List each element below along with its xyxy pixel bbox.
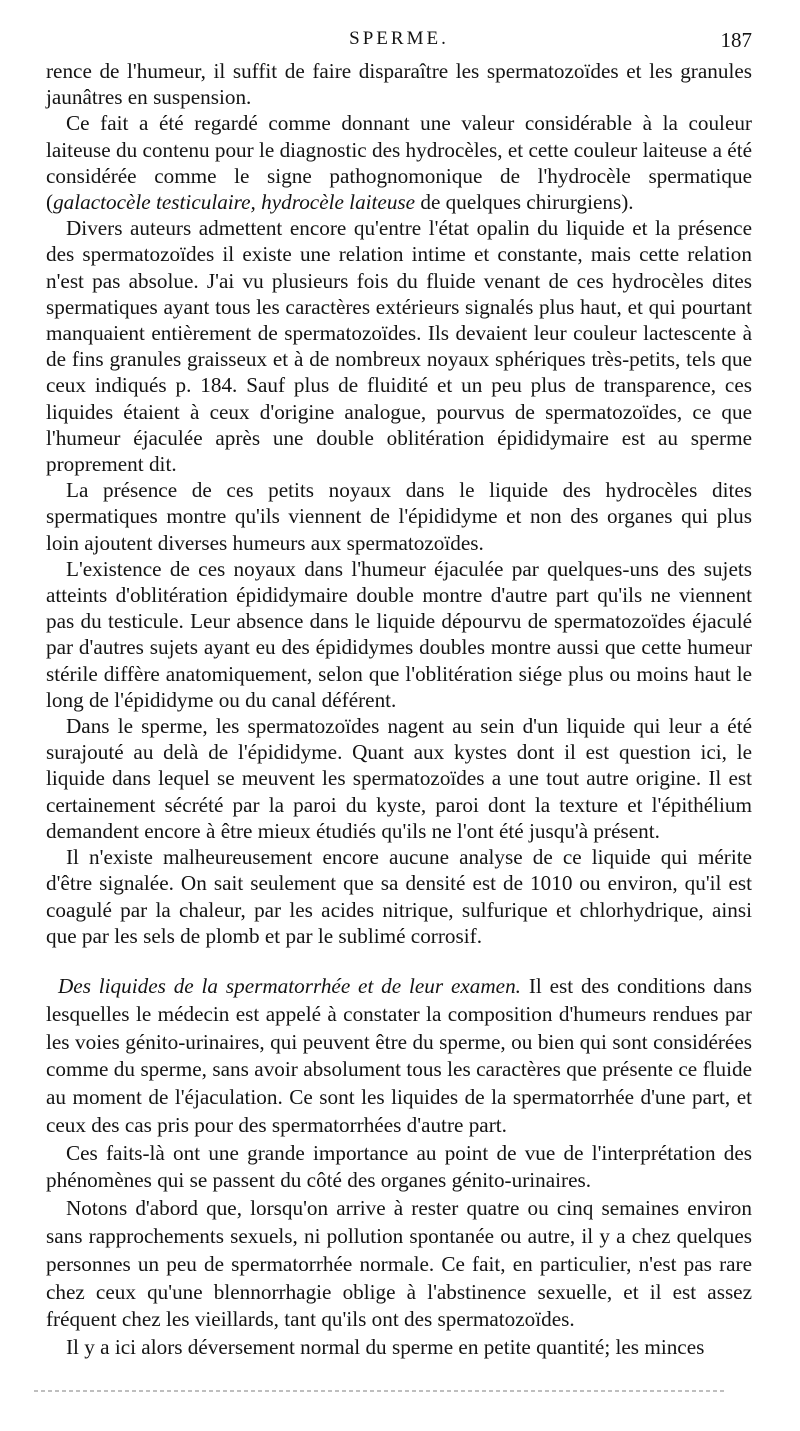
paragraph — [46, 477, 752, 556]
paragraph — [46, 713, 752, 844]
paragraph — [46, 58, 752, 110]
paragraph-text: Ces faits-là ont une grande importance au point de vue de l'interprétation des phénomènes qui se passent du côté des organes génito-urinaires. — [46, 1140, 752, 1193]
section-paragraph — [46, 973, 752, 1140]
section-paragraph — [46, 1334, 752, 1362]
paragraph — [46, 110, 752, 215]
paragraph-text: Il est des conditions dans lesquelles le médecin est appelé à constater la composition d'humeurs rendues par les voies génito-urinaires, qui peuvent être du sperme, ou bien qui sont considérées comme du sperme, sans avoir absolument tous les caractères que présente ce fluide au moment de l'éjaculation. Ce sont les liquides de la spermatorrhée d'une part, et ceux des cas pris pour des spermatorrhées d'autre part. — [46, 973, 752, 1137]
italic-term: galactocèle testiculaire, hydrocèle laiteuse — [53, 190, 416, 215]
bottom-scan-rule — [34, 1390, 724, 1392]
paragraph-text: Dans le sperme, les spermatozoïdes nagent au sein d'un liquide qui leur a été surajouté au delà de l'épididyme. Quant aux kystes dont il est question ici, le liquide dans lequel se meuvent les spermatozoïdes a une tout autre origine. Il est certainement sécrété par la paroi du kyste, paroi dont la texture et l'épithélium demandent encore à être mieux étudiés qu'ils ne l'ont été jusqu'à présent. — [46, 714, 752, 843]
section-paragraph — [46, 1195, 752, 1334]
paragraph-text: Il y a ici alors déversement normal du sperme en petite quantité; les minces — [66, 1335, 705, 1360]
page — [46, 26, 752, 1362]
paragraph — [46, 844, 752, 949]
section-heading: Des liquides de la spermatorrhée et de leur examen. — [58, 973, 521, 998]
paragraph-text: Divers auteurs admettent encore qu'entre l'état opalin du liquide et la présence des spermatozoïdes il existe une relation intime et constante, mais cette relation n'est pas absolue. J'ai vu plusieurs fois du fluide venant de ces hydrocèles dites spermatiques ayant tous les caractères extérieurs signalés plus haut, et qui pourtant manquaient entièrement de spermatozoïdes. Ils devaient leur couleur lactescente à de fins granules graisseux et à de nombreux noyaux sphériques très-petits, tels que ceux indiqués p. 184. Sauf plus de fluidité et un peu plus de transparence, ces liquides étaient à ceux d'origine analogue, pourvus de spermatozoïdes, ce que l'humeur éjaculée après une double oblitération épididymaire est au sperme proprement dit. — [46, 216, 752, 477]
paragraph-text: Notons d'abord que, lorsqu'on arrive à rester quatre ou cinq semaines environ sans rapprochements sexuels, ni pollution spontanée ou autre, il y a chez quelques personnes un peu de spermatorrhée normale. Ce fait, en particulier, n'est pas rare chez ceux qu'une blennorrhagie oblige à l'abstinence sexuelle, et il est assez fréquent chez les vieillards, tant qu'ils ont des spermatozoïdes. — [46, 1196, 752, 1332]
section-text — [46, 973, 752, 1362]
paragraph-text: Ce fait a été regardé comme donnant une valeur considérable à la couleur laiteuse du contenu pour le diagnostic des hydrocèles, et cette couleur laiteuse a été considérée comme le signe pathognomonique de l'hydrocèle spermatique ( — [46, 111, 752, 215]
section-paragraph — [46, 1140, 752, 1196]
paragraph-text: rence de l'humeur, il suffit de faire disparaître les spermatozoïdes et les granules jaunâtres en suspension. — [46, 59, 752, 110]
paragraph-text: de quelques chirurgiens). — [415, 190, 634, 215]
page-header — [46, 26, 752, 52]
running-title: SPERME. — [349, 28, 449, 49]
paragraph-text: L'existence de ces noyaux dans l'humeur éjaculée par quelques-uns des sujets atteints d'oblitération épididymaire double montre d'autre part qu'ils ne viennent pas du testicule. Leur absence dans le liquide dépourvu de spermatozoïdes éjaculé par d'autres sujets ayant eu des épididymes doubles montre aussi que cette humeur stérile diffère anatomiquement, selon que l'oblitération siége plus ou moins haut le long de l'épididyme ou du canal déférent. — [46, 556, 752, 712]
body-text — [46, 58, 752, 949]
paragraph — [46, 215, 752, 477]
paragraph-text: La présence de ces petits noyaux dans le liquide des hydrocèles dites spermatiques montre qu'ils viennent de l'épididyme et non des organes qui plus loin ajoutent diverses humeurs aux spermatozoïdes. — [46, 478, 752, 555]
paragraph-text: Il n'existe malheureusement encore aucune analyse de ce liquide qui mérite d'être signalée. On sait seulement que sa densité est de 1010 ou environ, qu'il est coagulé par la chaleur, par les acides nitrique, sulfurique et chlorhydrique, ainsi que par les sels de plomb et par le sublimé corrosif. — [46, 845, 752, 948]
page-number: 187 — [720, 28, 752, 52]
paragraph — [46, 556, 752, 713]
